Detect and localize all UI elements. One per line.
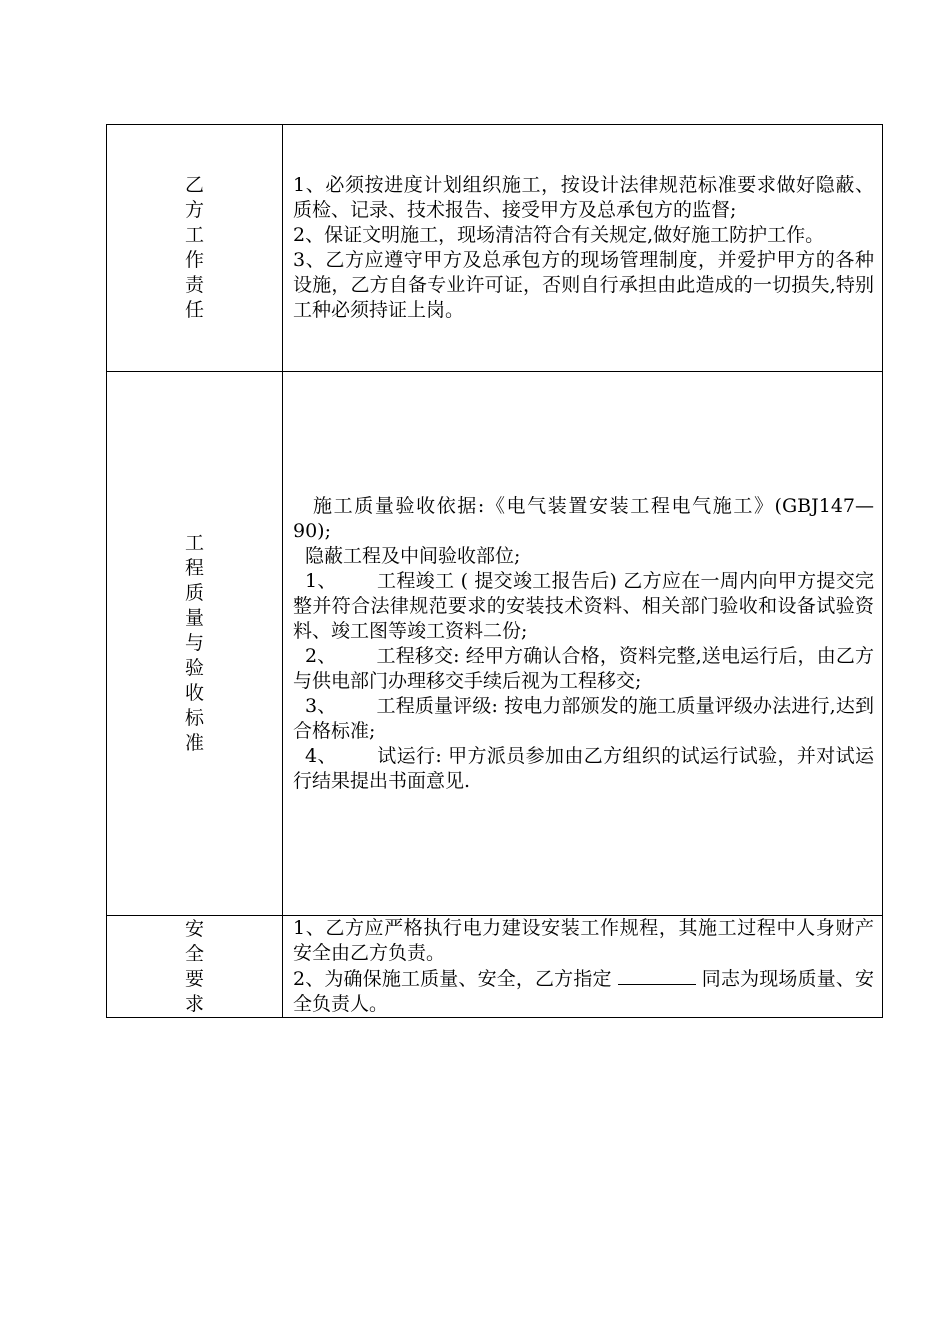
item-text: 工程移交: 经甲方确认合格，资料完整,送电运行后，由乙方与供电部门办理移交手续后视为工程移交; xyxy=(293,644,875,692)
row-content-cell xyxy=(283,125,883,372)
paragraph: 2、保证文明施工，现场清洁符合有关规定,做好施工防护工作。 xyxy=(293,224,825,246)
item-number: 2、 xyxy=(305,644,337,667)
list-item xyxy=(293,644,874,694)
row-label: 安全要求 xyxy=(184,917,204,1015)
paragraph: 隐蔽工程及中间验收部位; xyxy=(305,544,521,567)
blank-prefix: 2、为确保施工质量、安全，乙方指定 xyxy=(293,968,612,990)
paragraph-with-blank xyxy=(293,966,874,1017)
paragraph: 施工质量验收依据:《电气装置安装工程电气施工》(GBJ147—90); xyxy=(293,494,874,542)
list-item xyxy=(293,694,874,744)
row-content-cell xyxy=(283,372,883,916)
paragraph: 1、乙方应严格执行电力建设安装工作规程，其施工过程中人身财产安全由乙方负责。 xyxy=(293,917,874,964)
paragraph: 3、乙方应遵守甲方及总承包方的现场管理制度，并爱护甲方的各种设施，乙方自备专业许可证，否则自行承担由此造成的一切损失,特别工种必须持证上岗。 xyxy=(293,249,874,321)
row-label: 乙方工作责任 xyxy=(184,174,204,321)
table-row xyxy=(107,916,883,1018)
fill-in-blank[interactable] xyxy=(618,966,696,985)
blank-suffix: 同志为现场质量、安全负责人。 xyxy=(293,968,874,1015)
row-label-cell xyxy=(107,372,283,916)
item-text: 工程质量评级: 按电力部颁发的施工质量评级办法进行,达到合格标准; xyxy=(293,694,875,742)
list-item xyxy=(293,569,874,644)
row-label: 工程质量与验收标准 xyxy=(184,532,204,754)
paragraph: 1、必须按进度计划组织施工，按设计法律规范标准要求做好隐蔽、质检、记录、技术报告、接受甲方及总承包方的监督; xyxy=(293,174,874,221)
row-label-cell xyxy=(107,125,283,372)
row-label-cell xyxy=(107,916,283,1018)
item-text: 试运行: 甲方派员参加由乙方组织的试运行试验，并对试运行结果提出书面意见. xyxy=(293,744,874,792)
item-text: 工程竣工 ( 提交竣工报告后) 乙方应在一周内向甲方提交完整并符合法律规范要求的安装技术资料、相关部门验收和设备试验资料、竣工图等竣工资料二份; xyxy=(293,569,874,642)
item-number: 4、 xyxy=(305,744,337,767)
contract-table xyxy=(106,124,883,1018)
list-item xyxy=(293,744,874,794)
item-number: 3、 xyxy=(305,694,337,717)
table-row xyxy=(107,125,883,372)
row-content-cell xyxy=(283,916,883,1018)
item-number: 1、 xyxy=(305,569,337,592)
table-row xyxy=(107,372,883,916)
